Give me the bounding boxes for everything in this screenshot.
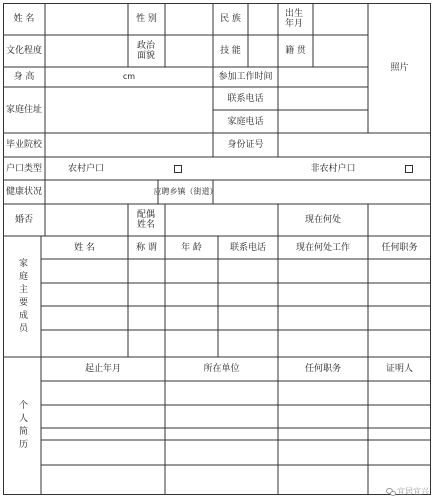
non-rural-hukou-label: 非农村户口 <box>310 163 356 174</box>
resume-header-period: 起止年月 <box>84 364 121 374</box>
height-unit: cm <box>122 72 136 81</box>
work-start-label: 参加工作时间 <box>218 72 273 82</box>
rural-hukou-checkbox[interactable] <box>171 157 185 180</box>
family-header-name: 姓 名 <box>74 242 95 253</box>
resume-section-label: 个人简历 <box>17 400 27 452</box>
family-header-workplace: 现在何处工作 <box>295 242 350 253</box>
resume-header-reference: 证明人 <box>385 364 413 374</box>
resume-header-employer: 所在单位 <box>203 364 240 374</box>
health-label: 健康状况 <box>5 187 42 197</box>
non-rural-hukou-checkbox[interactable] <box>402 157 416 180</box>
hukou-label: 户口类型 <box>5 163 42 174</box>
address-label: 家庭住址 <box>5 105 42 115</box>
watermark-text: 宜居宜兴 <box>397 487 429 496</box>
origin-label: 籍 贯 <box>285 46 306 56</box>
spouse-name-label: 配偶姓名 <box>136 210 155 230</box>
spouse-location-label: 现在何处 <box>304 215 341 225</box>
photo-box: 照片 <box>390 63 409 73</box>
registration-form <box>3 3 431 495</box>
family-header-relation: 称 谓 <box>136 242 157 253</box>
height-label: 身 高 <box>13 72 35 82</box>
political-label: 政治面貌 <box>136 41 155 61</box>
watermark <box>386 486 429 497</box>
wechat-icon <box>386 488 395 495</box>
town-label: 应聘乡镇（街道） <box>153 187 218 196</box>
education-label: 文化程度 <box>5 46 42 56</box>
marriage-label: 婚否 <box>14 215 33 225</box>
family-header-age: 年 龄 <box>181 242 202 253</box>
ethnicity-label: 民 族 <box>220 14 241 24</box>
school-label: 毕业院校 <box>5 140 42 150</box>
name-label: 姓 名 <box>13 14 35 24</box>
family-header-position: 任何职务 <box>381 242 418 253</box>
id-number-label: 身份证号 <box>227 140 264 150</box>
birth-label: 出生年月 <box>284 9 303 29</box>
home-phone-label: 家庭电话 <box>227 116 264 127</box>
phone-label: 联系电话 <box>227 93 264 104</box>
gender-label: 性 别 <box>136 14 157 24</box>
family-section-label: 家庭主要成员 <box>17 257 27 336</box>
rural-hukou-label: 农村户口 <box>67 163 104 174</box>
family-header-phone: 联系电话 <box>229 242 266 253</box>
resume-header-position: 任何职务 <box>304 364 341 374</box>
skill-label: 技 能 <box>220 46 241 56</box>
